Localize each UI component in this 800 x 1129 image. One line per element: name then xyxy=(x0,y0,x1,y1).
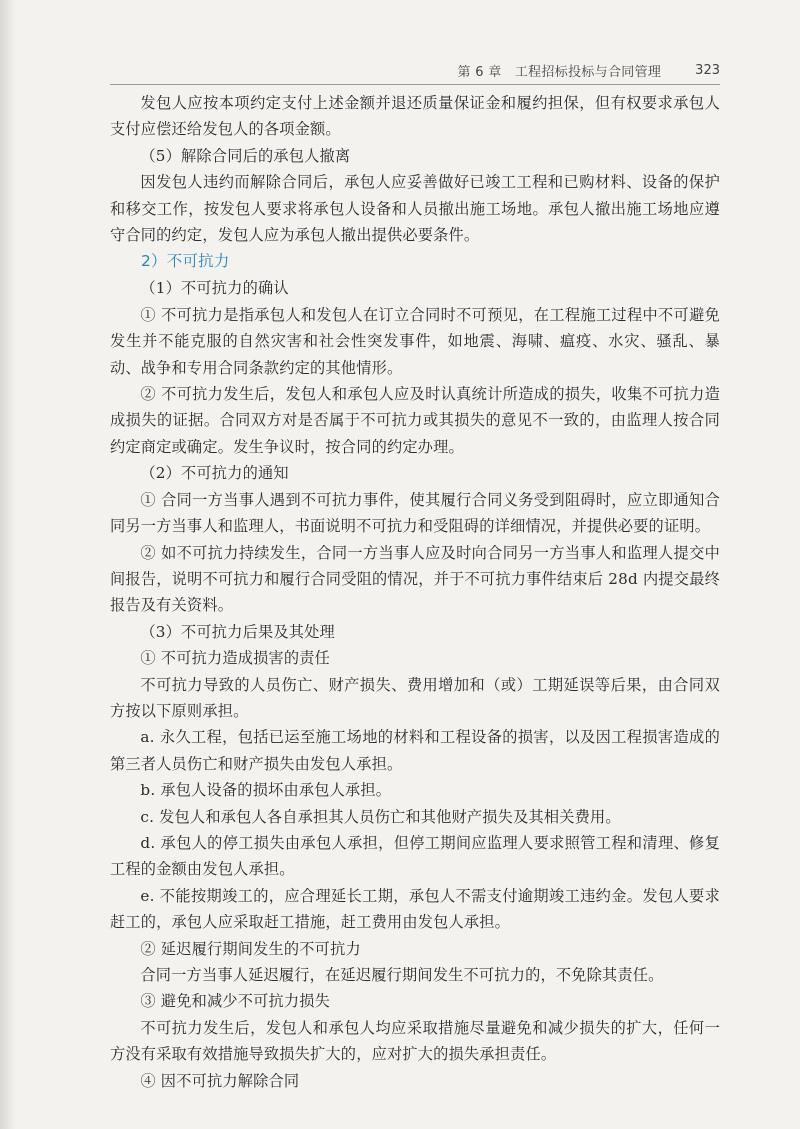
binding-shadow xyxy=(0,0,16,1129)
running-header xyxy=(110,56,720,84)
subsection-heading: （5）解除合同后的承包人撤离 xyxy=(140,146,351,165)
subsection-heading: （1）不可抗力的确认 xyxy=(140,279,289,298)
paragraph: 不可抗力导致的人员伤亡、财产损失、费用增加和（或）工期延误等后果，由合同双方按以下原则承担。 xyxy=(110,675,720,720)
item-heading: ③ 避免和减少不可抗力损失 xyxy=(140,992,331,1011)
body-text xyxy=(110,90,720,1094)
paragraph: 发包人应按本项约定支付上述金额并退还质量保证金和履约担保，但有权要求承包人支付应偿还给发包人的各项金额。 xyxy=(110,94,720,139)
paragraph: ② 如不可抗力持续发生，合同一方当事人应及时向合同另一方当事人和监理人提交中间报告，说明不可抗力和履行合同受阻的情况，并于不可抗力事件结束后 28d 内提交最终报告及有关资料。 xyxy=(110,543,720,615)
list-item: d. 承包人的停工损失由承包人承担，但停工期间应监理人要求照管工程和清理、修复工程的金额由发包人承担。 xyxy=(110,833,720,879)
section-heading: 2）不可抗力 xyxy=(141,252,230,271)
subsection-heading: （2）不可抗力的通知 xyxy=(140,464,289,483)
paragraph: ① 合同一方当事人遇到不可抗力事件，使其履行合同义务受到阻碍时，应立即通知合同另一方当事人和监理人，书面说明不可抗力和受阻碍的详细情况，并提供必要的证明。 xyxy=(110,490,720,536)
item-heading: ④ 因不可抗力解除合同 xyxy=(140,1071,300,1090)
header-divider xyxy=(110,84,720,85)
item-heading: ① 不可抗力造成损害的责任 xyxy=(140,649,331,668)
list-item: a. 永久工程，包括已运至施工场地的材料和工程设备的损害，以及因工程损害造成的第三者人员伤亡和财产损失由发包人承担。 xyxy=(110,728,720,773)
paragraph: ② 不可抗力发生后，发包人和承包人应及时认真统计所造成的损失，收集不可抗力造成损失的证据。合同双方对是否属于不可抗力或其损失的意见不一致的，由监理人按合同约定商定或确定。发生争议时，按合同的约定办理。 xyxy=(110,385,720,456)
list-item: e. 不能按期竣工的，应合理延长工期，承包人不需支付逾期竣工违约金。发包人要求赶工的，承包人应采取赶工措施，赶工费用由发包人承担。 xyxy=(110,886,720,932)
paragraph: 不可抗力发生后，发包人和承包人均应采取措施尽量避免和减少损失的扩大，任何一方没有采取有效措施导致损失扩大的，应对扩大的损失承担责任。 xyxy=(110,1018,720,1064)
paragraph: 合同一方当事人延迟履行，在延迟履行期间发生不可抗力的，不免除其责任。 xyxy=(140,966,664,984)
subsection-heading: （3）不可抗力后果及其处理 xyxy=(140,622,335,641)
item-heading: ② 延迟履行期间发生的不可抗力 xyxy=(140,939,361,958)
paragraph: 因发包人违约而解除合同后，承包人应妥善做好已竣工工程和已购材料、设备的保护和移交工作，按发包人要求将承包人设备和人员撤出施工场地。承包人撤出施工场地应遵守合同的约定，发包人应为承包人撤出提供必要条件。 xyxy=(110,173,720,245)
list-item: c. 发包人和承包人各自承担其人员伤亡和其他财产损失及其相关费用。 xyxy=(140,807,621,826)
list-item: b. 承包人设备的损坏由承包人承担。 xyxy=(140,781,392,800)
page-number: 323 xyxy=(695,62,720,78)
chapter-title: 第 6 章 工程招标投标与合同管理 xyxy=(457,64,662,80)
paragraph: ① 不可抗力是指承包人和发包人在订立合同时不可预见，在工程施工过程中不可避免发生并不能克服的自然灾害和社会性突发事件，如地震、海啸、瘟疫、水灾、骚乱、暴动、战争和专用合同条款约定的其他情形。 xyxy=(110,305,720,377)
